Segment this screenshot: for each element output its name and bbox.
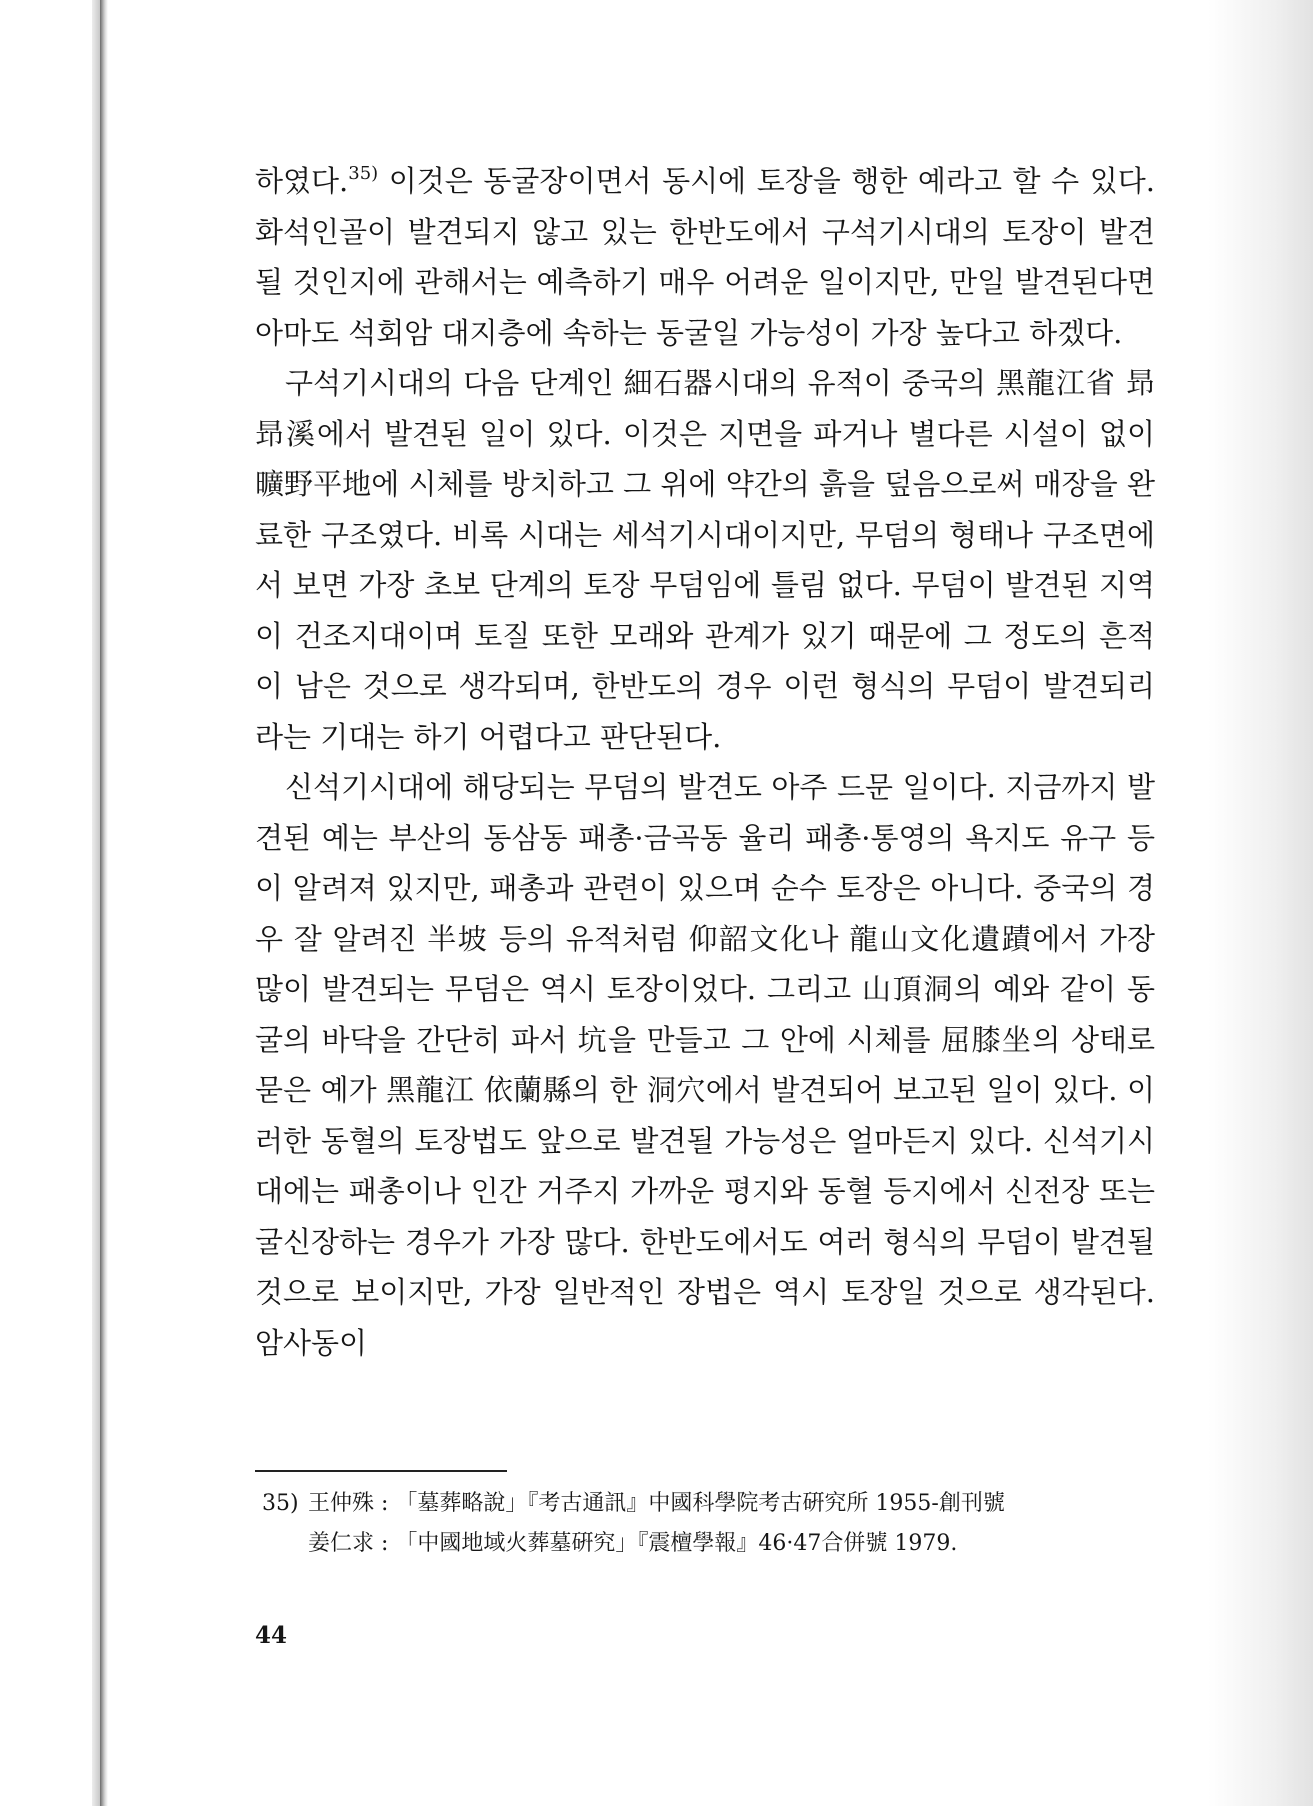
footnote-reference: 35) — [348, 163, 379, 184]
page-number: 44 — [255, 1622, 288, 1649]
footnote-number: 35) — [262, 1491, 299, 1516]
footnote-line — [262, 1484, 1162, 1524]
page-binding-edge — [100, 0, 108, 1806]
paragraph-1-lead: 하였다. — [255, 164, 349, 198]
binding-shadow — [92, 0, 100, 1806]
paragraph-2: 구석기시대의 다음 단계인 細石器시대의 유적이 중국의 黑龍江省 昻昻溪에서 발견된 일이 있다. 이것은 지면을 파거나 별다른 시설이 없이 曠野平地에 시체를 방치하고 그 위에 약간의 흙을 덮음으로써 매장을 완료한 구조였다. 비록 시대는 세석기시대이지만, 무덤의 형태나 구조면에서 보면 가장 초보 단계의 토장 무덤임에 틀림 없다. 무덤이 발견된 지역이 건조지대이며 토질 또한 모래와 관계가 있기 때문에 그 정도의 흔적이 남은 것으로 생각되며, 한반도의 경우 이런 형식의 무덤이 발견되리라는 기대는 하기 어렵다고 판단된다. — [255, 366, 1155, 754]
paragraph-3: 신석기시대에 해당되는 무덤의 발견도 아주 드문 일이다. 지금까지 발견된 예는 부산의 동삼동 패총·금곡동 율리 패총·통영의 욕지도 유구 등이 알려져 있지만, 패총과 관련이 있으며 순수 토장은 아니다. 중국의 경우 잘 알려진 半坡 등의 유적처럼 仰韶文化나 龍山文化遺蹟에서 가장 많이 발견되는 무덤은 역시 토장이었다. 그리고 山頂洞의 예와 같이 동굴의 바닥을 간단히 파서 坑을 만들고 그 안에 시체를 屈膝坐의 상태로 묻은 예가 黑龍江 依蘭縣의 한 洞穴에서 발견되어 보고된 일이 있다. 이러한 동혈의 토장법도 앞으로 발견될 가능성은 얼마든지 있다. 신석기시대에는 패총이나 인간 거주지 가까운 평지와 동혈 등지에서 신전장 또는 굴신장하는 경우가 가장 많다. 한반도에서도 여러 형식의 무덤이 발견될 것으로 보이지만, 가장 일반적인 장법은 역시 토장일 것으로 생각된다. 암사동이 — [255, 770, 1155, 1360]
body-text — [255, 156, 1155, 1368]
footnote-line-continued: 姜仁求 : 「中國地域火葬墓硏究」『震檀學報』46·47合併號 1979. — [308, 1531, 958, 1556]
paragraph-1-text: 이것은 동굴장이면서 동시에 토장을 행한 예라고 할 수 있다. 화석인골이 발견되지 않고 있는 한반도에서 구석기시대의 토장이 발견될 것인지에 관해서는 예측하기 매우 어려운 일이지만, 만일 발견된다면 아마도 석회암 대지층에 속하는 동굴일 가능성이 가장 높다고 하겠다. — [255, 164, 1155, 350]
footnotes — [262, 1484, 1162, 1564]
paragraph-1 — [255, 156, 1155, 358]
footnote-divider — [255, 1470, 507, 1472]
footnote-text: 王仲殊 : 「墓葬略說」『考古通訊』中國科學院考古硏究所 1955-創刊號 — [308, 1491, 1005, 1516]
